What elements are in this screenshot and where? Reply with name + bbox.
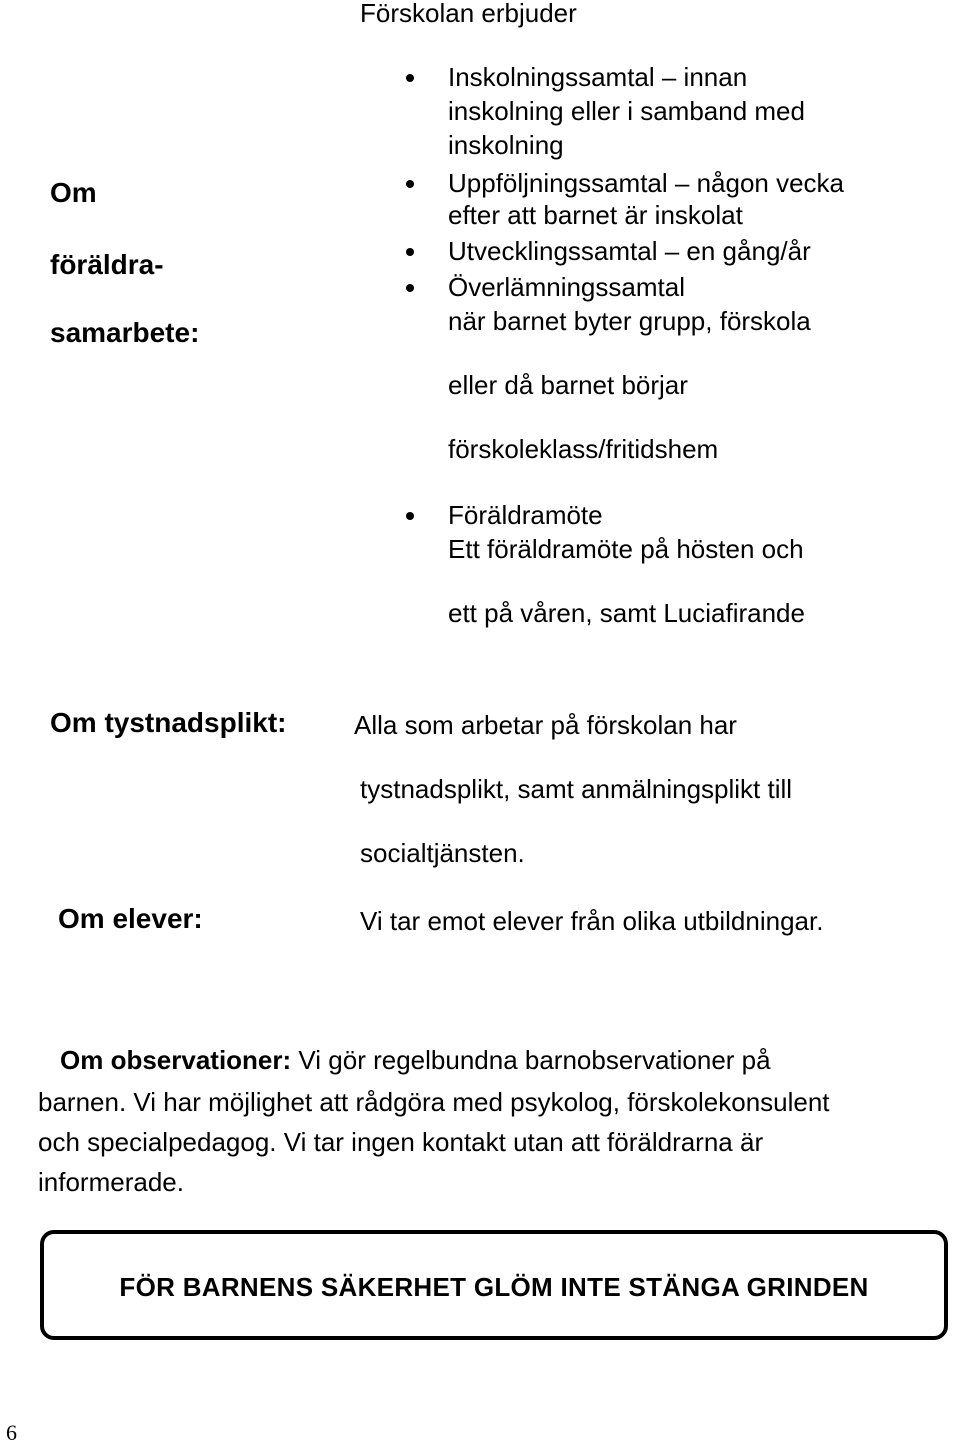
observations-line-3: och specialpedagog. Vi tar ingen kontakt utan att föräldrarna är bbox=[38, 1127, 764, 1157]
confidentiality-line-2: tystnadsplikt, samt anmälningsplikt till bbox=[360, 774, 793, 804]
confidentiality-line-1: Alla som arbetar på förskolan har bbox=[354, 710, 737, 740]
bullet-4-line-2: när barnet byter grupp, förskola bbox=[448, 306, 811, 336]
confidentiality-heading: Om tystnadsplikt: bbox=[50, 707, 287, 738]
page-number: 6 bbox=[6, 1420, 17, 1445]
bullet-3-line-1: Utvecklingssamtal – en gång/år bbox=[448, 236, 811, 266]
bullet-dot-icon bbox=[406, 248, 414, 256]
parent-heading-line-2: föräldra- bbox=[50, 249, 164, 280]
observations-line-1 bbox=[60, 1040, 771, 1080]
observations-line-2: barnen. Vi har möjlighet att rådgöra med psykolog, förskolekonsulent bbox=[38, 1087, 830, 1117]
bullet-5-line-2: Ett föräldramöte på hösten och bbox=[448, 534, 804, 564]
safety-banner-text: FÖR BARNENS SÄKERHET GLÖM INTE STÄNGA GRINDEN bbox=[119, 1272, 869, 1302]
bullet-5-line-1: Föräldramöte bbox=[448, 500, 603, 530]
observations-heading: Om observationer: bbox=[60, 1045, 292, 1075]
bullet-4-line-3: eller då barnet börjar bbox=[448, 370, 688, 400]
bullet-1-line-3: inskolning bbox=[448, 130, 564, 160]
safety-banner bbox=[40, 1230, 948, 1340]
observations-text-1: Vi gör regelbundna barnobservationer på bbox=[298, 1045, 771, 1075]
bullet-1-line-2: inskolning eller i samband med bbox=[448, 96, 805, 126]
bullet-dot-icon bbox=[406, 512, 414, 520]
students-heading: Om elever: bbox=[58, 903, 203, 934]
bullet-4-line-1: Överlämningssamtal bbox=[448, 272, 685, 302]
bullet-4-line-4: förskoleklass/fritidshem bbox=[448, 434, 719, 464]
bullet-2-line-2: efter att barnet är inskolat bbox=[448, 200, 743, 230]
confidentiality-line-3: socialtjänsten. bbox=[360, 838, 525, 868]
bullet-2-line-1: Uppföljningssamtal – någon vecka bbox=[448, 168, 845, 198]
intro-text: Förskolan erbjuder bbox=[360, 0, 577, 28]
parent-heading-line-1: Om bbox=[50, 177, 97, 208]
bullet-1-line-1: Inskolningssamtal – innan bbox=[448, 62, 748, 92]
observations-line-4: informerade. bbox=[38, 1167, 184, 1197]
bullet-dot-icon bbox=[406, 180, 414, 188]
parent-heading-line-3: samarbete: bbox=[50, 317, 200, 348]
bullet-5-line-3: ett på våren, samt Luciafirande bbox=[448, 598, 805, 628]
bullet-dot-icon bbox=[406, 74, 414, 82]
students-text: Vi tar emot elever från olika utbildningar. bbox=[360, 906, 824, 936]
bullet-dot-icon bbox=[406, 284, 414, 292]
